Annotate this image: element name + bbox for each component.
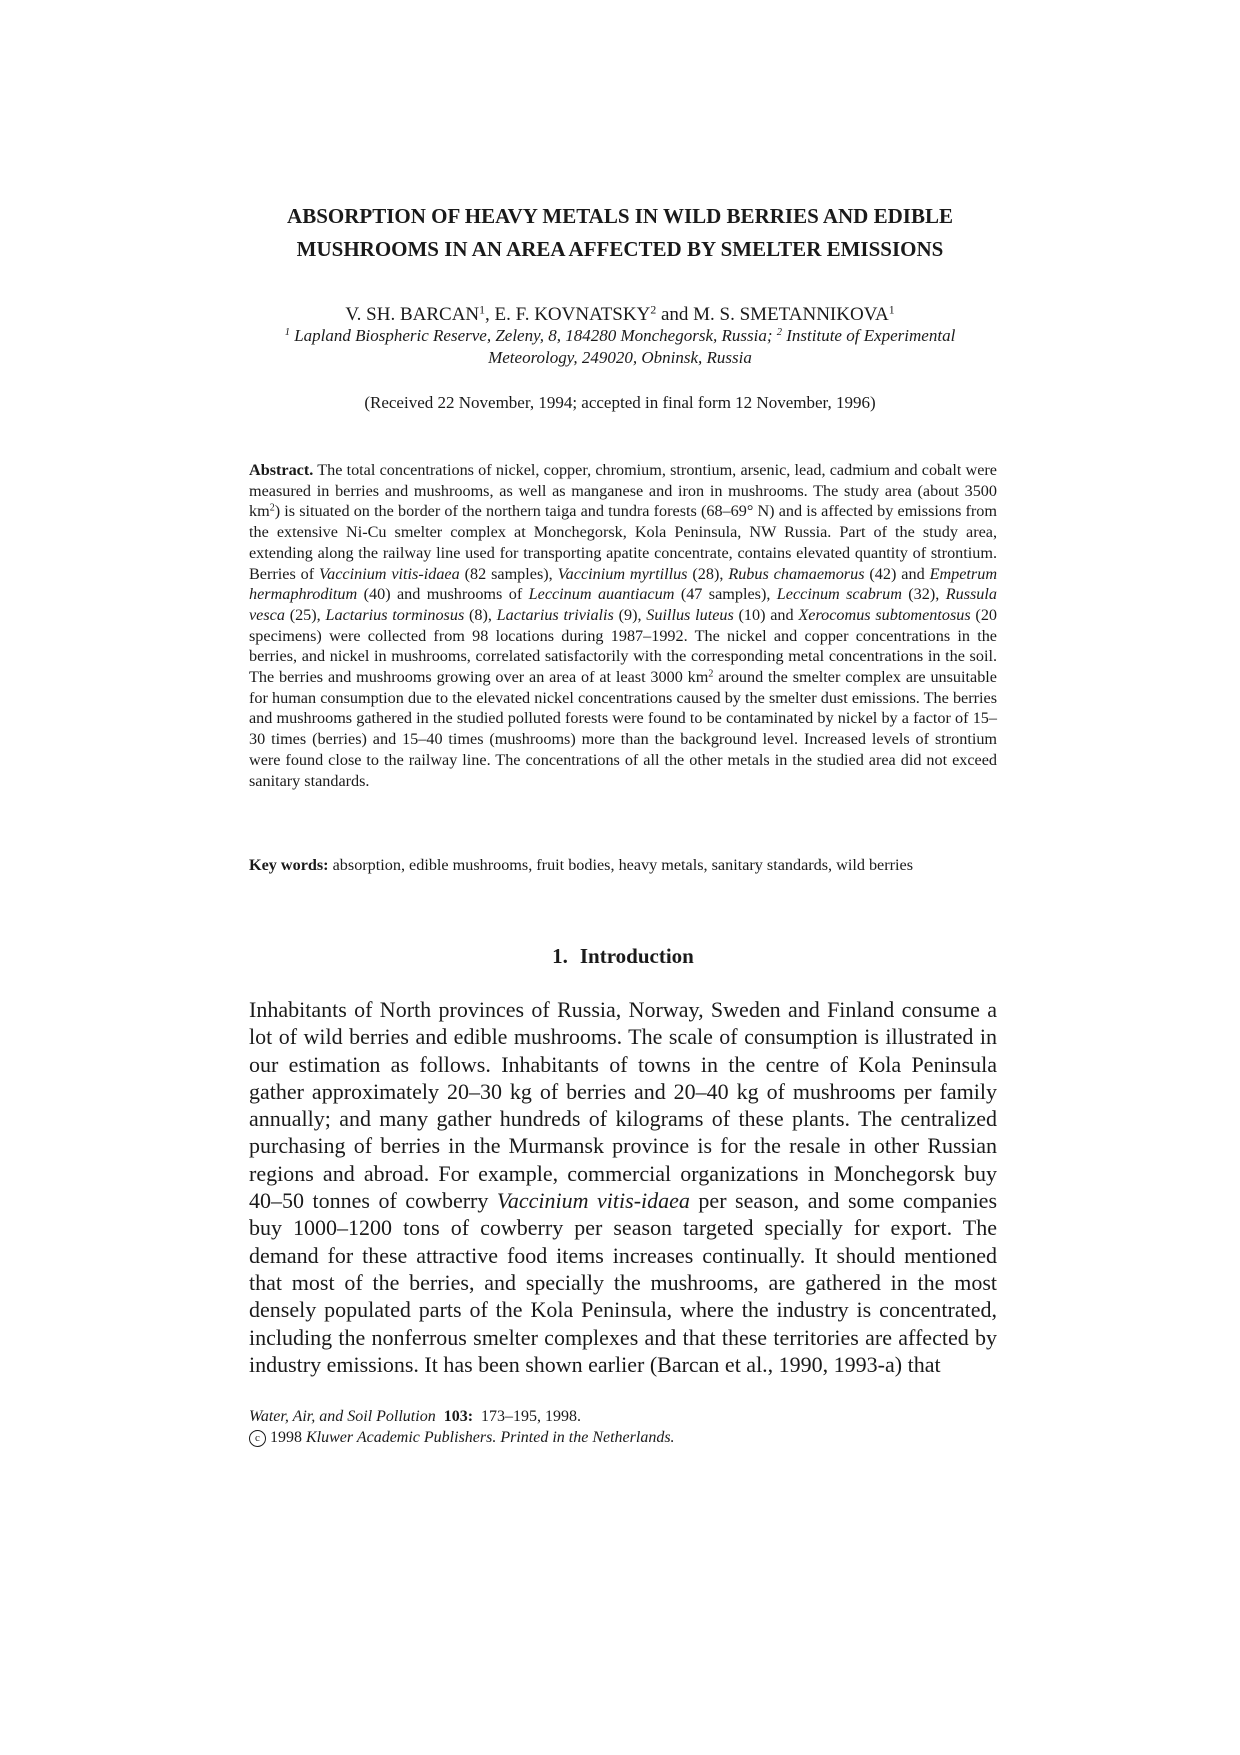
- journal-pages: 173–195, 1998.: [481, 1408, 582, 1425]
- affiliation-2a: Institute of Experimental: [782, 326, 956, 345]
- received-dates: (Received 22 November, 1994; accepted in final form 12 November, 1996): [364, 393, 876, 412]
- author-2-affil-mark: 2: [650, 303, 657, 317]
- copyright-year: 1998: [270, 1429, 302, 1446]
- species-name: Rubus chamaemorus: [728, 564, 865, 583]
- author-list: [230, 303, 1010, 327]
- section-number: 1.: [552, 944, 568, 968]
- publisher: Kluwer Academic Publishers. Printed in the Netherlands.: [306, 1429, 675, 1446]
- abstract-text: (8),: [464, 605, 497, 624]
- abstract-superscript: 2: [708, 668, 714, 680]
- abstract-text: (32),: [901, 585, 946, 604]
- species-name: Suillus luteus: [646, 605, 734, 624]
- affiliation-line-1: [230, 325, 1010, 347]
- abstract-text: (25),: [284, 605, 326, 624]
- author-1-affil-mark: 1: [479, 303, 486, 317]
- affil-mark-1: 1: [284, 327, 290, 339]
- species-name: Lactarius torminosus: [325, 605, 465, 624]
- abstract-label: Abstract.: [249, 461, 314, 479]
- author-3-affil-mark: 1: [888, 303, 895, 317]
- section-heading: [249, 943, 997, 969]
- species-name: Xerocomus subtomentosus: [798, 605, 971, 624]
- journal-volume: 103:: [443, 1408, 474, 1425]
- citation-line: [249, 1406, 997, 1427]
- species-name: Vaccinium myrtillus: [557, 564, 688, 583]
- copyright-line: [249, 1427, 997, 1448]
- species-name: Leccinum auantiacum: [528, 585, 675, 604]
- keywords-text: absorption, edible mushrooms, fruit bodies, heavy metals, sanitary standards, wild berries: [328, 856, 914, 874]
- title-line-2: MUSHROOMS IN AN AREA AFFECTED BY SMELTER EMISSIONS: [296, 237, 944, 261]
- abstract-text: ) is situated on the border of the northern taiga and tundra forests (68–69° N) and is affected by emissions from the extensive Ni-Cu smelter complex at Monchegorsk, Kola Peninsula, NW Russia. Part of the study area, extending along the railway line used for transporting apatite concentrate, contains elevated quantity of strontium. Berries of: [249, 502, 997, 583]
- abstract-text: (47 samples),: [674, 585, 777, 604]
- abstract-text: (10) and: [733, 605, 799, 624]
- affil-mark-2: 2: [776, 327, 783, 339]
- section-title: Introduction: [579, 944, 694, 968]
- paper-title: [230, 200, 1010, 266]
- abstract-text: around the smelter complex are unsuitable for human consumption due to the elevated nickel concentrations caused by the smelter dust emissions. The berries and mushrooms gathered in the studied polluted forests were found to be contaminated by nickel by a factor of 15–30 times (berries) and 15–40 times (mushrooms) more than the background level. Increased levels of strontium were found close to the railway line. The concentrations of all the other metals in the studied area did not exceed sanitary standards.: [249, 668, 997, 790]
- author-1: V. SH. BARCAN: [345, 304, 480, 325]
- journal-name: Water, Air, and Soil Pollution: [249, 1408, 436, 1425]
- author-3: and M. S. SMETANNIKOVA: [656, 304, 889, 325]
- affiliations: [230, 325, 1010, 369]
- introduction-body: [249, 996, 997, 1378]
- intro-text: Inhabitants of North provinces of Russia, Norway, Sweden and Finland consume a lot of wild berries and edible mushrooms. The scale of consumption is illustrated in our estimation as follows. Inhabitants of towns in the centre of Kola Peninsula gather approximately 20–30 kg of berries and 20–40 kg of mushrooms per family annually; and many gather hundreds of kilograms of these plants. The centralized purchasing of berries in the Murmansk province is for the resale in other Russian regions and abroad. For example, commercial organizations in Monchegorsk buy 40–50 tonnes of cowberry: [249, 997, 997, 1214]
- species-name: Empetrum hermaphroditum: [249, 564, 998, 604]
- species-name: Leccinum scabrum: [776, 585, 902, 604]
- abstract-text: (82 samples),: [459, 564, 558, 583]
- species-name: Russula vesca: [249, 585, 997, 624]
- abstract-text: (42) and: [864, 564, 930, 583]
- affiliation-2b: Meteorology, 249020, Obninsk, Russia: [488, 348, 752, 367]
- abstract-text: (20 specimens) were collected from 98 locations during 1987–1992. The nickel and copper concentrations in the berries, and nickel in mushrooms, correlated satisfactorily with the corresponding metal concentrations in the soil. The berries and mushrooms growing over an area of at least 3000 km: [249, 605, 998, 687]
- introduction-paragraph: [249, 996, 997, 1378]
- species-name: Vaccinium vitis-idaea: [319, 564, 460, 583]
- affiliation-1: Lapland Biospheric Reserve, Zeleny, 8, 184280 Monchegorsk, Russia;: [289, 326, 777, 345]
- abstract-text: The total concentrations of nickel, copper, chromium, strontium, arsenic, lead, cadmium and cobalt were measured in berries and mushrooms, as well as manganese and iron in mushrooms. The study area (about 3500 km: [249, 461, 997, 521]
- abstract-text: (28),: [687, 564, 729, 583]
- keywords-label: Key words:: [249, 856, 329, 874]
- abstract-paragraph: [249, 460, 997, 791]
- page-footer: [249, 1406, 997, 1448]
- species-name: Lactarius trivialis: [496, 605, 614, 624]
- copyright-icon: c: [249, 1430, 266, 1447]
- species-name: Vaccinium vitis-idaea: [496, 1188, 690, 1214]
- keywords: [249, 855, 1009, 875]
- title-line-1: ABSORPTION OF HEAVY METALS IN WILD BERRIES AND EDIBLE: [287, 204, 953, 228]
- abstract-text: (40) and mushrooms of: [357, 585, 529, 604]
- abstract-text: (9),: [613, 605, 647, 624]
- author-2: , E. F. KOVNATSKY: [485, 304, 651, 325]
- abstract: [249, 460, 997, 791]
- abstract-superscript: 2: [269, 502, 275, 514]
- intro-text: per season, and some companies buy 1000–1200 tons of cowberry per season targeted specially for export. The demand for these attractive food items increases continually. It should mentioned that most of the berries, and specially the mushrooms, are gathered in the most densely populated parts of the Kola Peninsula, where the industry is concentrated, including the nonferrous smelter complexes and that these territories are affected by industry emissions. It has been shown earlier (Barcan et al., 1990, 1993-a) that: [249, 1188, 998, 1377]
